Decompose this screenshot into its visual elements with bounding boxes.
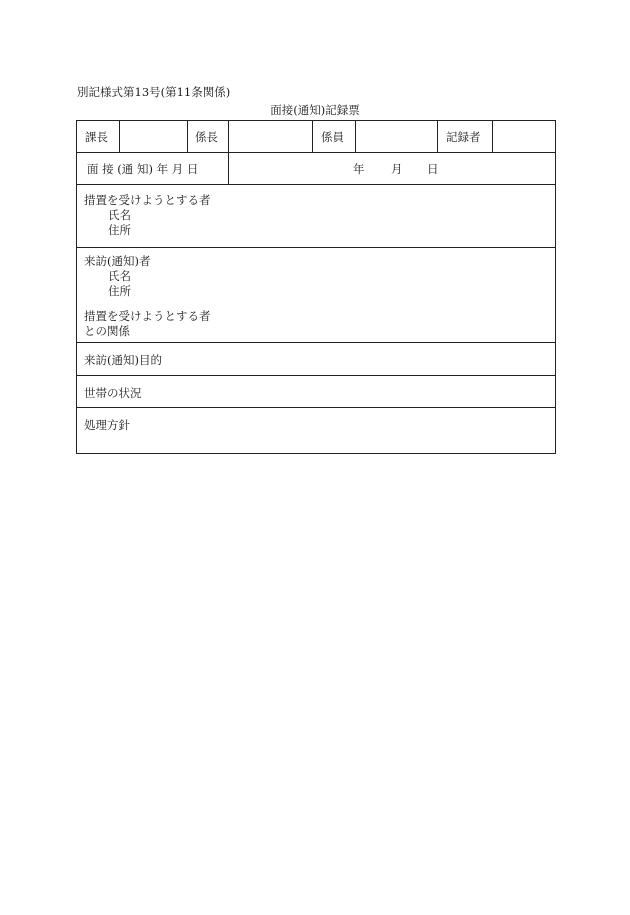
purpose-label: 来訪(通知)目的	[84, 353, 162, 367]
staff-label: 係員	[321, 130, 344, 144]
month-label: 月	[391, 162, 403, 176]
subject-address-label: 住所	[108, 223, 131, 237]
visitor-block	[84, 254, 211, 339]
relation-label-line1: 措置を受けようとする者	[84, 309, 211, 323]
recorder-stamp-box[interactable]	[493, 121, 555, 152]
section-chief-stamp-box[interactable]	[120, 121, 188, 152]
day-label: 日	[427, 162, 439, 176]
form-reference: 別記様式第13号(第11条関係)	[77, 85, 231, 99]
visitor-name-label: 氏名	[108, 269, 131, 283]
form-title: 面接(通知)記録票	[270, 103, 360, 117]
visitor-row[interactable]	[77, 248, 555, 343]
purpose-row[interactable]	[77, 343, 555, 376]
subsection-chief-stamp-box[interactable]	[229, 121, 313, 152]
section-chief-label: 課長	[85, 130, 108, 144]
relation-label-line2: との関係	[84, 324, 130, 338]
household-row[interactable]	[77, 376, 555, 408]
policy-row[interactable]	[77, 408, 555, 453]
interview-date-label: 面 接 (通 知) 年 月 日	[87, 162, 199, 176]
visitor-address-label: 住所	[108, 284, 131, 298]
date-label-cell	[77, 153, 229, 184]
staff-label-cell	[313, 121, 356, 152]
subject-person-heading: 措置を受けようとする者	[84, 193, 211, 207]
year-label: 年	[353, 162, 365, 176]
recorder-label-cell	[438, 121, 493, 152]
approval-row	[77, 121, 555, 153]
subject-person-block	[84, 193, 211, 238]
subject-name-label: 氏名	[108, 208, 131, 222]
date-value-cell[interactable]	[229, 153, 555, 184]
record-form-table	[76, 120, 556, 454]
subsection-chief-label: 係長	[195, 130, 218, 144]
policy-label: 処理方針	[84, 418, 130, 432]
household-label: 世帯の状況	[84, 386, 142, 400]
date-row	[77, 153, 555, 185]
staff-stamp-box[interactable]	[356, 121, 438, 152]
subject-person-row[interactable]	[77, 185, 555, 248]
recorder-label: 記録者	[446, 130, 481, 144]
section-chief-label-cell	[77, 121, 120, 152]
visitor-heading: 来訪(通知)者	[84, 254, 151, 268]
subsection-chief-label-cell	[188, 121, 229, 152]
